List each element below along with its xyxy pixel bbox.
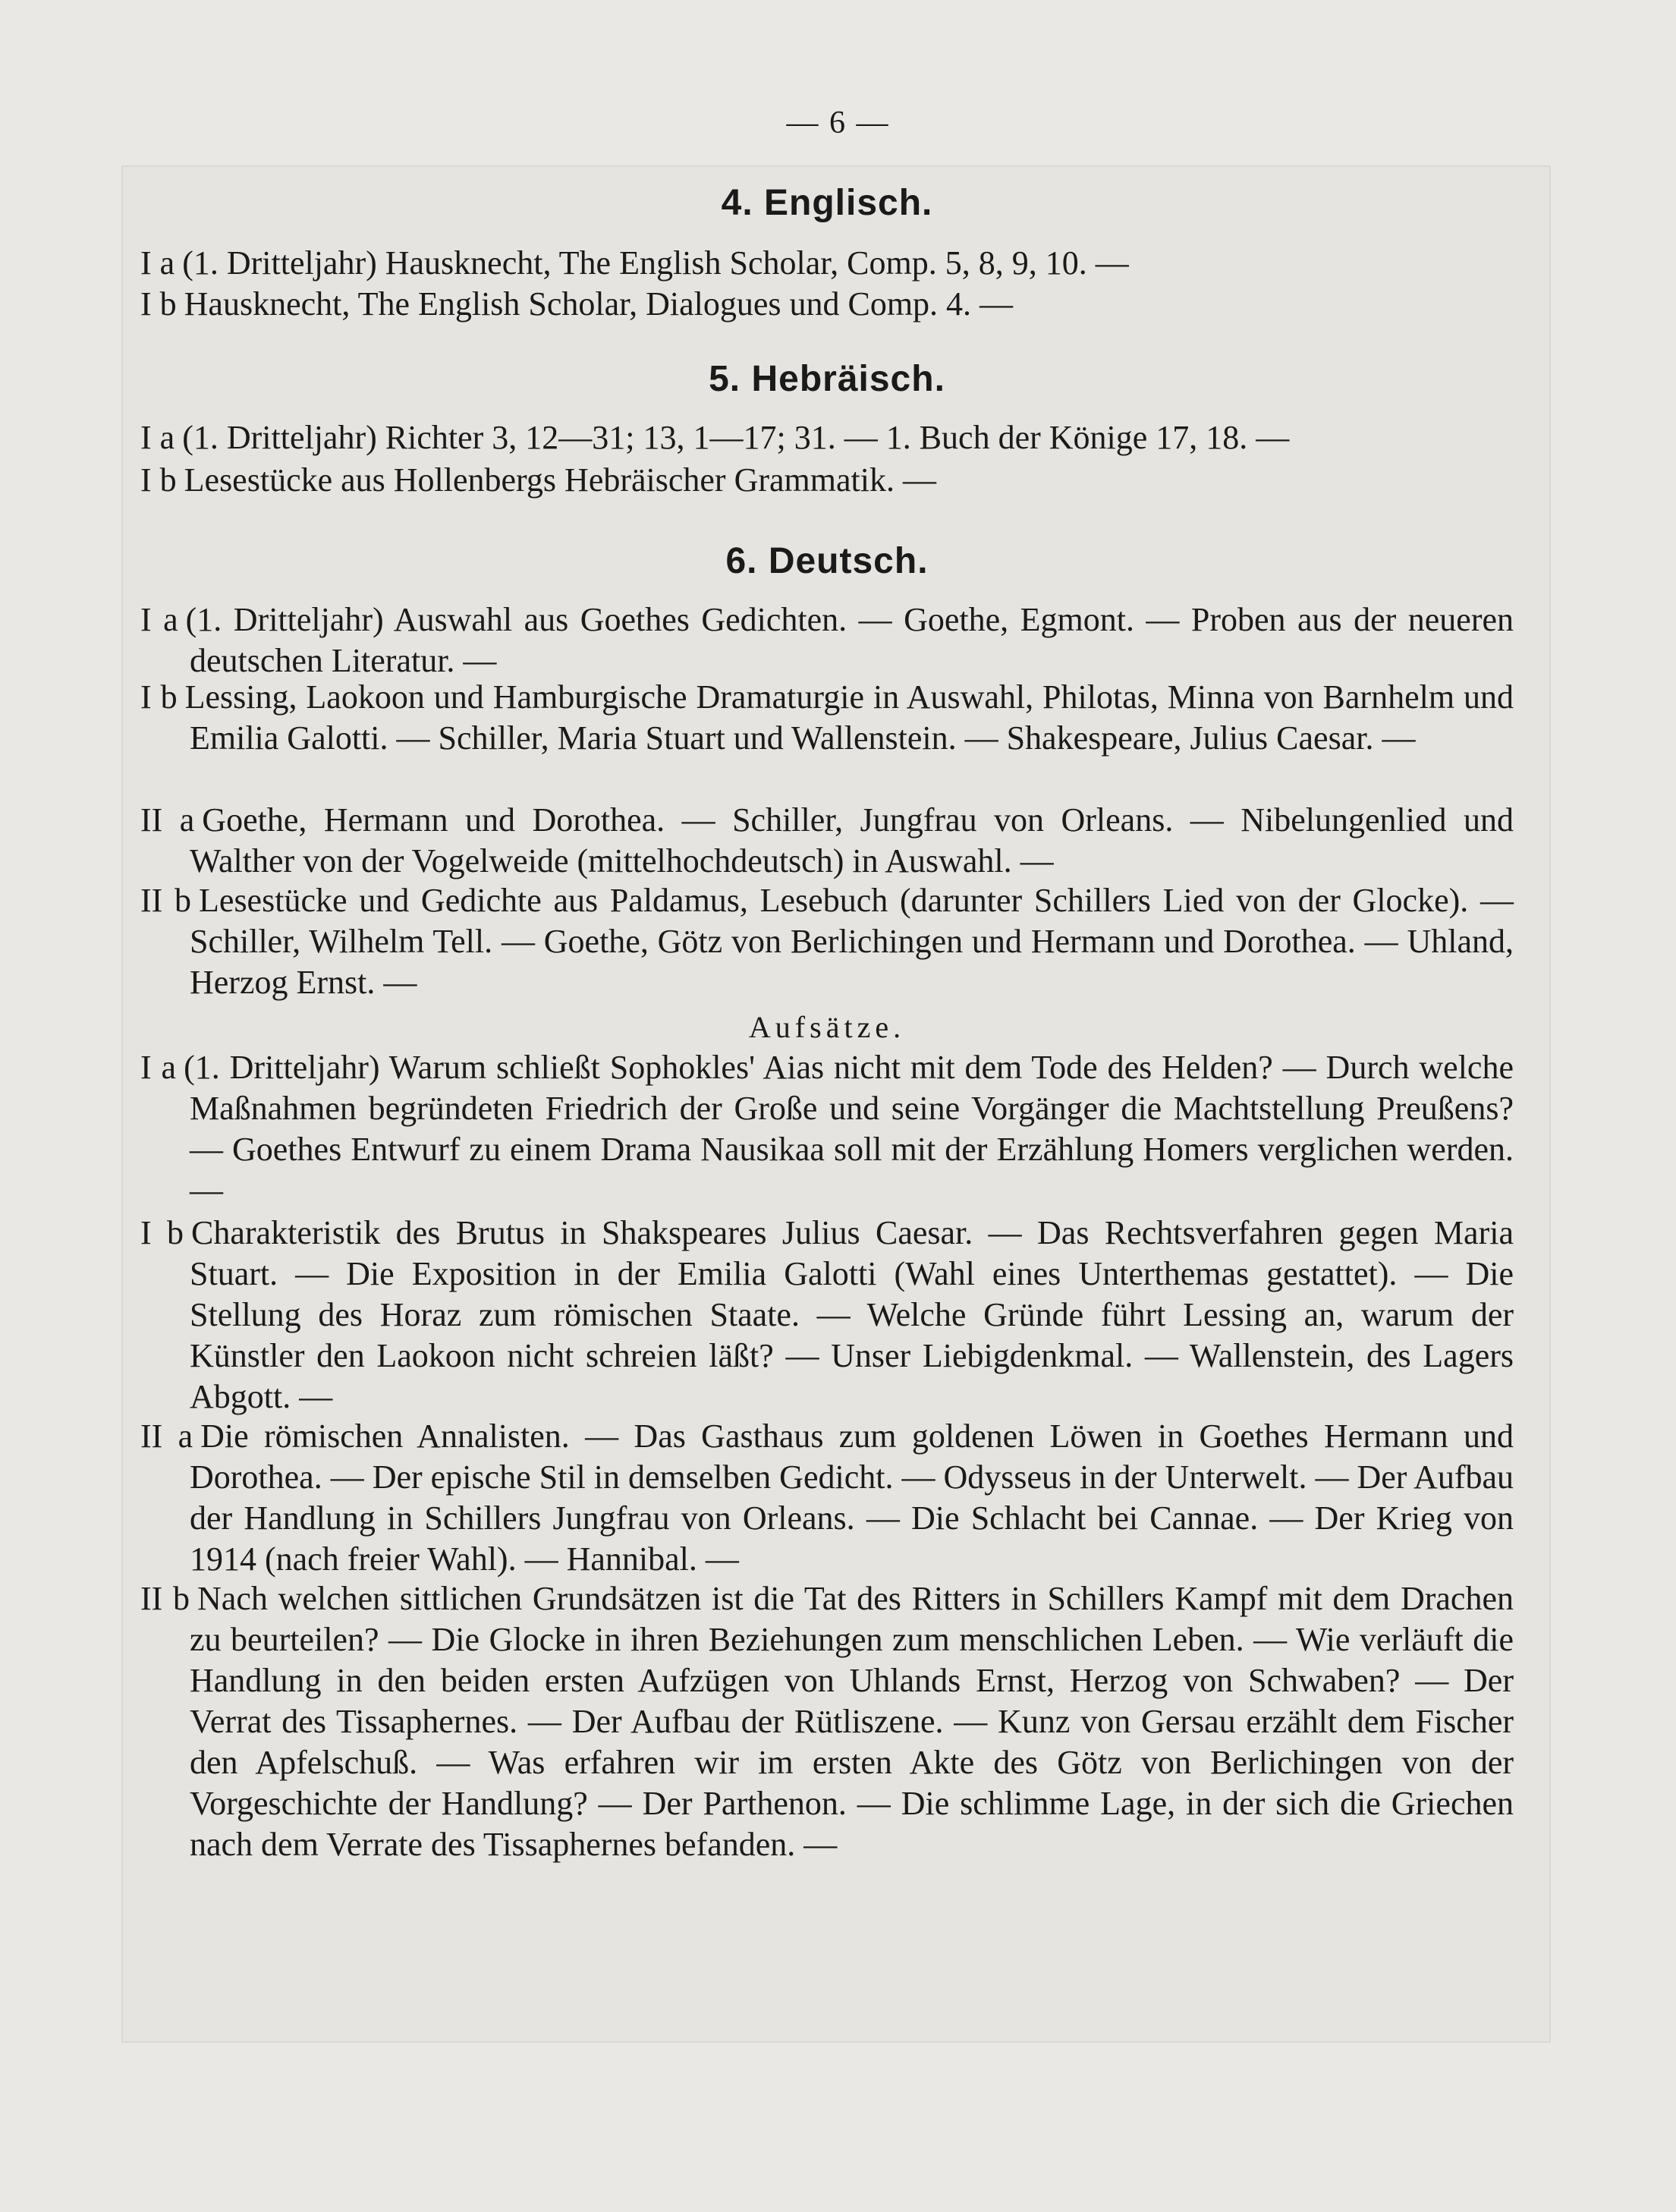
heading-hebraeisch: 5. Hebräisch. bbox=[709, 359, 945, 399]
entry-label: I b bbox=[140, 678, 178, 716]
englisch-entry-ia bbox=[140, 243, 1514, 284]
entry-text: Lesestücke aus Hollenbergs Hebräischer Grammatik. — bbox=[184, 461, 936, 499]
entry-label: I b bbox=[140, 1214, 184, 1251]
deutsch-entry-ib bbox=[140, 677, 1514, 759]
page-number: — 6 — bbox=[786, 105, 890, 140]
entry-text: (1. Dritteljahr) Richter 3, 12—31; 13, 1—17; 31. — 1. Buch der Könige 17, 18. — bbox=[182, 419, 1290, 456]
aufsaetze-entry-ib bbox=[140, 1213, 1514, 1418]
entry-text: Nach welchen sittlichen Grundsätzen ist die Tat des Ritters in Schillers Kampf mit dem Drachen zu beurteilen? — Die Glocke in ihren Beziehungen zum menschlichen Leben. — Wie verläuft die Handlung in den beiden ersten Aufzügen von Uhlands Ernst, Herzog von Schwaben? — Der Verrat des Tissaphernes. — Der Aufbau der Rütliszene. — Kunz von Gersau erzählt dem Fischer den Apfelschuß. — Was erfahren wir im ersten Akte des Götz von Berlichingen von der Vorgeschichte der Handlung? — Der Parthenon. — Die schlimme Lage, in der sich die Griechen nach dem Verrate des Tissaphernes befanden. — bbox=[190, 1580, 1514, 1863]
entry-label: I b bbox=[140, 461, 177, 499]
entry-text: (1. Dritteljahr) Warum schließt Sophokles' Aias nicht mit dem Tode des Helden? — Durch welche Maßnahmen begründeten Friedrich der Große und seine Vorgänger die Machtstellung Preußens? — Goethes Entwurf zu einem Drama Nausikaa soll mit der Erzählung Homers verglichen werden. — bbox=[184, 1049, 1514, 1209]
entry-text: Lesestücke und Gedichte aus Paldamus, Lesebuch (darunter Schillers Lied von der Glocke). — Schiller, Wilhelm Tell. — Goethe, Götz von Berlichingen und Hermann und Dorothea. — Uhland, Herzog Ernst. — bbox=[190, 882, 1514, 1001]
entry-label: I a bbox=[140, 1049, 177, 1086]
deutsch-entry-iia bbox=[140, 800, 1514, 882]
entry-text: Lessing, Laokoon und Hamburgische Dramaturgie in Auswahl, Philotas, Minna von Barnhelm und Emilia Galotti. — Schiller, Maria Stuart und Wallenstein. — Shakespeare, Julius Caesar. — bbox=[184, 678, 1514, 757]
entry-label: II b bbox=[140, 882, 192, 919]
aufsaetze-entry-iib bbox=[140, 1578, 1514, 1865]
entry-label: II a bbox=[140, 1418, 193, 1455]
entry-label: I a bbox=[140, 244, 175, 282]
hebraeisch-entry-ia bbox=[140, 417, 1514, 458]
hebraeisch-entry-ib bbox=[140, 460, 1514, 501]
deutsch-entry-ia bbox=[140, 599, 1514, 681]
entry-label: I a bbox=[140, 419, 175, 456]
entry-text: (1. Dritteljahr) Auswahl aus Goethes Gedichten. — Goethe, Egmont. — Proben aus der neueren deutschen Literatur. — bbox=[185, 601, 1514, 679]
entry-text: (1. Dritteljahr) Hausknecht, The English Scholar, Comp. 5, 8, 9, 10. — bbox=[182, 244, 1129, 282]
deutsch-entry-iib bbox=[140, 880, 1514, 1003]
entry-text: Hausknecht, The English Scholar, Dialogues und Comp. 4. — bbox=[184, 285, 1014, 323]
entry-label: II b bbox=[140, 1580, 190, 1617]
heading-englisch: 4. Englisch. bbox=[721, 183, 933, 223]
entry-text: Die römischen Annalisten. — Das Gasthaus zum goldenen Löwen in Goethes Hermann und Dorothea. — Der epische Stil in demselben Gedicht. — Odysseus in der Unterwelt. — Der Aufbau der Handlung in Schillers Jungfrau von Orleans. — Die Schlacht bei Cannae. — Der Krieg von 1914 (nach freier Wahl). — Hannibal. — bbox=[190, 1418, 1514, 1578]
entry-label: I a bbox=[140, 601, 178, 638]
englisch-entry-ib bbox=[140, 284, 1514, 325]
entry-text: Charakteristik des Brutus in Shakspeares Julius Caesar. — Das Rechtsverfahren gegen Maria Stuart. — Die Exposition in der Emilia Galotti (Wahl eines Unterthemas gestattet). — Die Stellung des Horaz zum römischen Staate. — Welche Gründe führt Lessing an, warum der Künstler den Laokoon nicht schreien läßt? — Unser Liebigdenkmal. — Wallenstein, des Lagers Abgott. — bbox=[190, 1214, 1514, 1415]
entry-label: I b bbox=[140, 285, 177, 323]
aufsaetze-entry-iia bbox=[140, 1416, 1514, 1580]
entry-text: Goethe, Hermann und Dorothea. — Schiller, Jungfrau von Orleans. — Nibelungenlied und Walther von der Vogelweide (mittelhochdeutsch) in Auswahl. — bbox=[190, 801, 1514, 879]
entry-label: II a bbox=[140, 801, 195, 839]
heading-aufsaetze: Aufsätze. bbox=[748, 1010, 906, 1044]
heading-deutsch: 6. Deutsch. bbox=[725, 541, 929, 581]
aufsaetze-entry-ia bbox=[140, 1047, 1514, 1211]
